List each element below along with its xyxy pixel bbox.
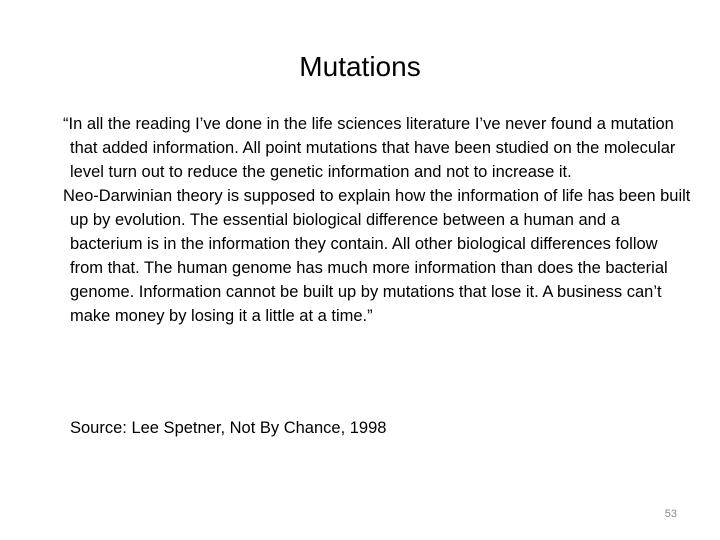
quote-paragraph-1: “In all the reading I’ve done in the life sciences literature I’ve never found a mutation that added information. All point mutations that have been studied on the molecular level turn out to reduce the genetic information and not to increase it.: [63, 115, 676, 181]
source-citation: Source: Lee Spetner, Not By Chance, 1998: [70, 419, 387, 437]
quote-block: [63, 112, 693, 328]
slide-title: Mutations: [299, 51, 421, 82]
page-number: 53: [664, 508, 677, 520]
quote-paragraph-2: Neo-Darwinian theory is supposed to explain how the information of life has been built up by evolution. The essential biological difference between a human and a bacterium is in the information they contain. All other biological differences follow from that. The human genome has much more information than does the bacterial genome. Information cannot be built up by mutations that lose it. A business can’t make money by losing it a little at a time.”: [63, 187, 691, 325]
